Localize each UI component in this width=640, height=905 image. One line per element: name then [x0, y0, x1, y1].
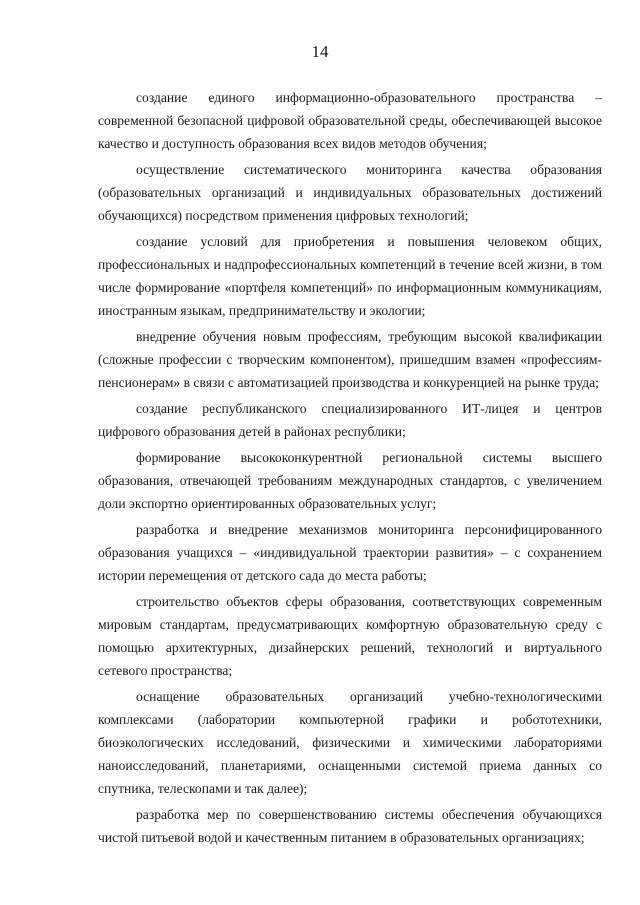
paragraph: создание республиканского специализированного ИТ-лицея и центров цифрового образования детей в районах республики;	[98, 401, 602, 439]
paragraph: осуществление систематического мониторинга качества образования (образовательных организаций и индивидуальных образовательных достижений обучающихся) посредством применения цифровых технологий;	[98, 162, 602, 223]
paragraph: строительство объектов сферы образования, соответствующих современным мировым стандартам, предусматривающих комфортную образовательную среду с помощью архитектурных, дизайнерских решений, технологий и виртуального сетевого пространства;	[98, 594, 602, 678]
paragraph: внедрение обучения новым профессиям, требующим высокой квалификации (сложные профессии с творческим компонентом), пришедшим взамен «профессиям-пенсионерам» в связи с автоматизацией производства и конкуренцией на рынке труда;	[98, 329, 602, 390]
paragraph: оснащение образовательных организаций учебно-технологическими комплексами (лаборатории компьютерной графики и робототехники, биоэкологических исследований, физическими и химическими лабораториями наноисследований, планетариями, оснащенными системой приема данных со спутника, телескопами и так далее);	[98, 689, 602, 796]
paragraph: формирование высококонкурентной региональной системы высшего образования, отвечающей требованиям международных стандартов, с увеличением доли экспортно ориентированных образовательных услуг;	[98, 450, 602, 511]
paragraph: создание единого информационно-образовательного пространства – современной безопасной цифровой образовательной среды, обеспечивающей высокое качество и доступность образования всех видов методов обучения;	[98, 90, 602, 151]
page-number: 14	[311, 42, 329, 61]
paragraph: разработка и внедрение механизмов мониторинга персонифицированного образования учащихся – «индивидуальной траектории развития» – с сохранением истории перемещения от детского сада до места работы;	[98, 522, 602, 583]
document-body	[98, 86, 602, 852]
paragraph: создание условий для приобретения и повышения человеком общих, профессиональных и надпрофессиональных компетенций в течение всей жизни, в том числе формирование «портфеля компетенций» по информационным коммуникациям, иностранным языкам, предпринимательству и экологии;	[98, 234, 602, 318]
paragraph: разработка мер по совершенствованию системы обеспечения обучающихся чистой питьевой водой и качественным питанием в образовательных организациях;	[98, 807, 602, 845]
